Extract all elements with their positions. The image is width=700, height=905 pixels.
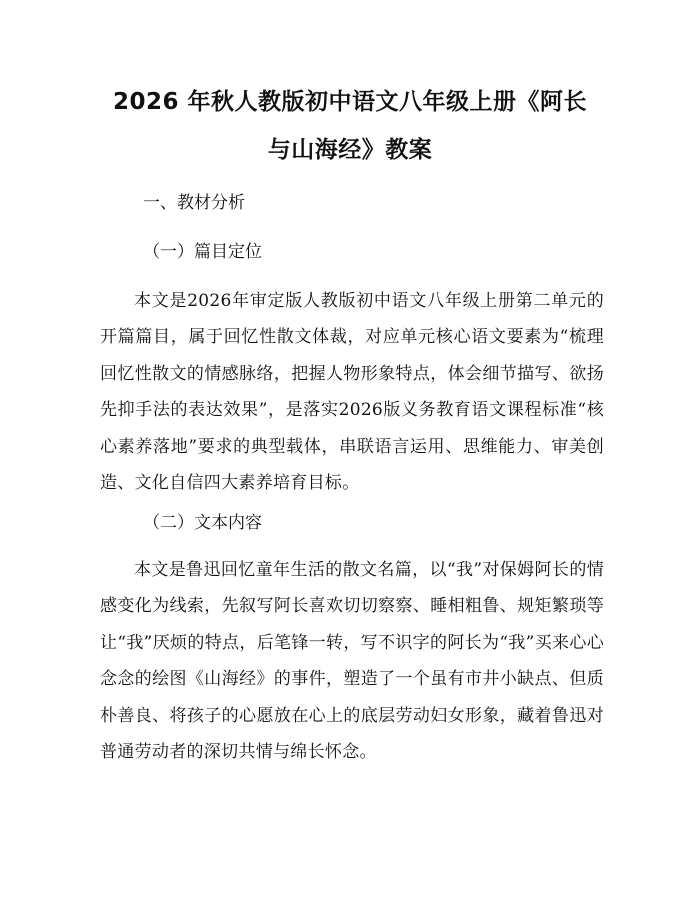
subsection-heading-text-positioning: （一）篇目定位 [143,242,262,262]
paragraph-text-content: 本文是鲁迅回忆童年生活的散文名篇，以“我”对保姆阿长的情感变化为线索，先叙写阿长喜欢切切察察、睡相粗鲁、规矩繁琐等让“我”厌烦的特点，后笔锋一转，写不识字的阿长为“我”买来心心念念的绘图《山海经》的事件，塑造了一个虽有市井小缺点、但质朴善良、将孩子的心愿放在心上的底层劳动妇女形象，藏着鲁迅对普通劳动者的深切共情与绵长怀念。 [100,560,604,763]
document-title-line-1: 2026 年秋人教版初中语文八年级上册《阿长 [112,89,588,115]
paragraph-text-positioning: 本文是2026年审定版人教版初中语文八年级上册第二单元的开篇篇目，属于回忆性散文体裁，对应单元核心语文要素为“梳理回忆性散文的情感脉络，把握人物形象特点，体会细节描写、欲扬先抑手法的表达效果”，是落实2026版义务教育语文课程标准“核心素养落地”要求的典型载体，串联语言运用、思维能力、审美创造、文化自信四大素养培育目标。 [100,291,604,494]
document-title-line-2: 与山海经》教案 [267,137,433,163]
subsection-heading-text-content: （二）文本内容 [143,513,262,533]
section-heading-teaching-material-analysis: 一、教材分析 [143,193,245,213]
